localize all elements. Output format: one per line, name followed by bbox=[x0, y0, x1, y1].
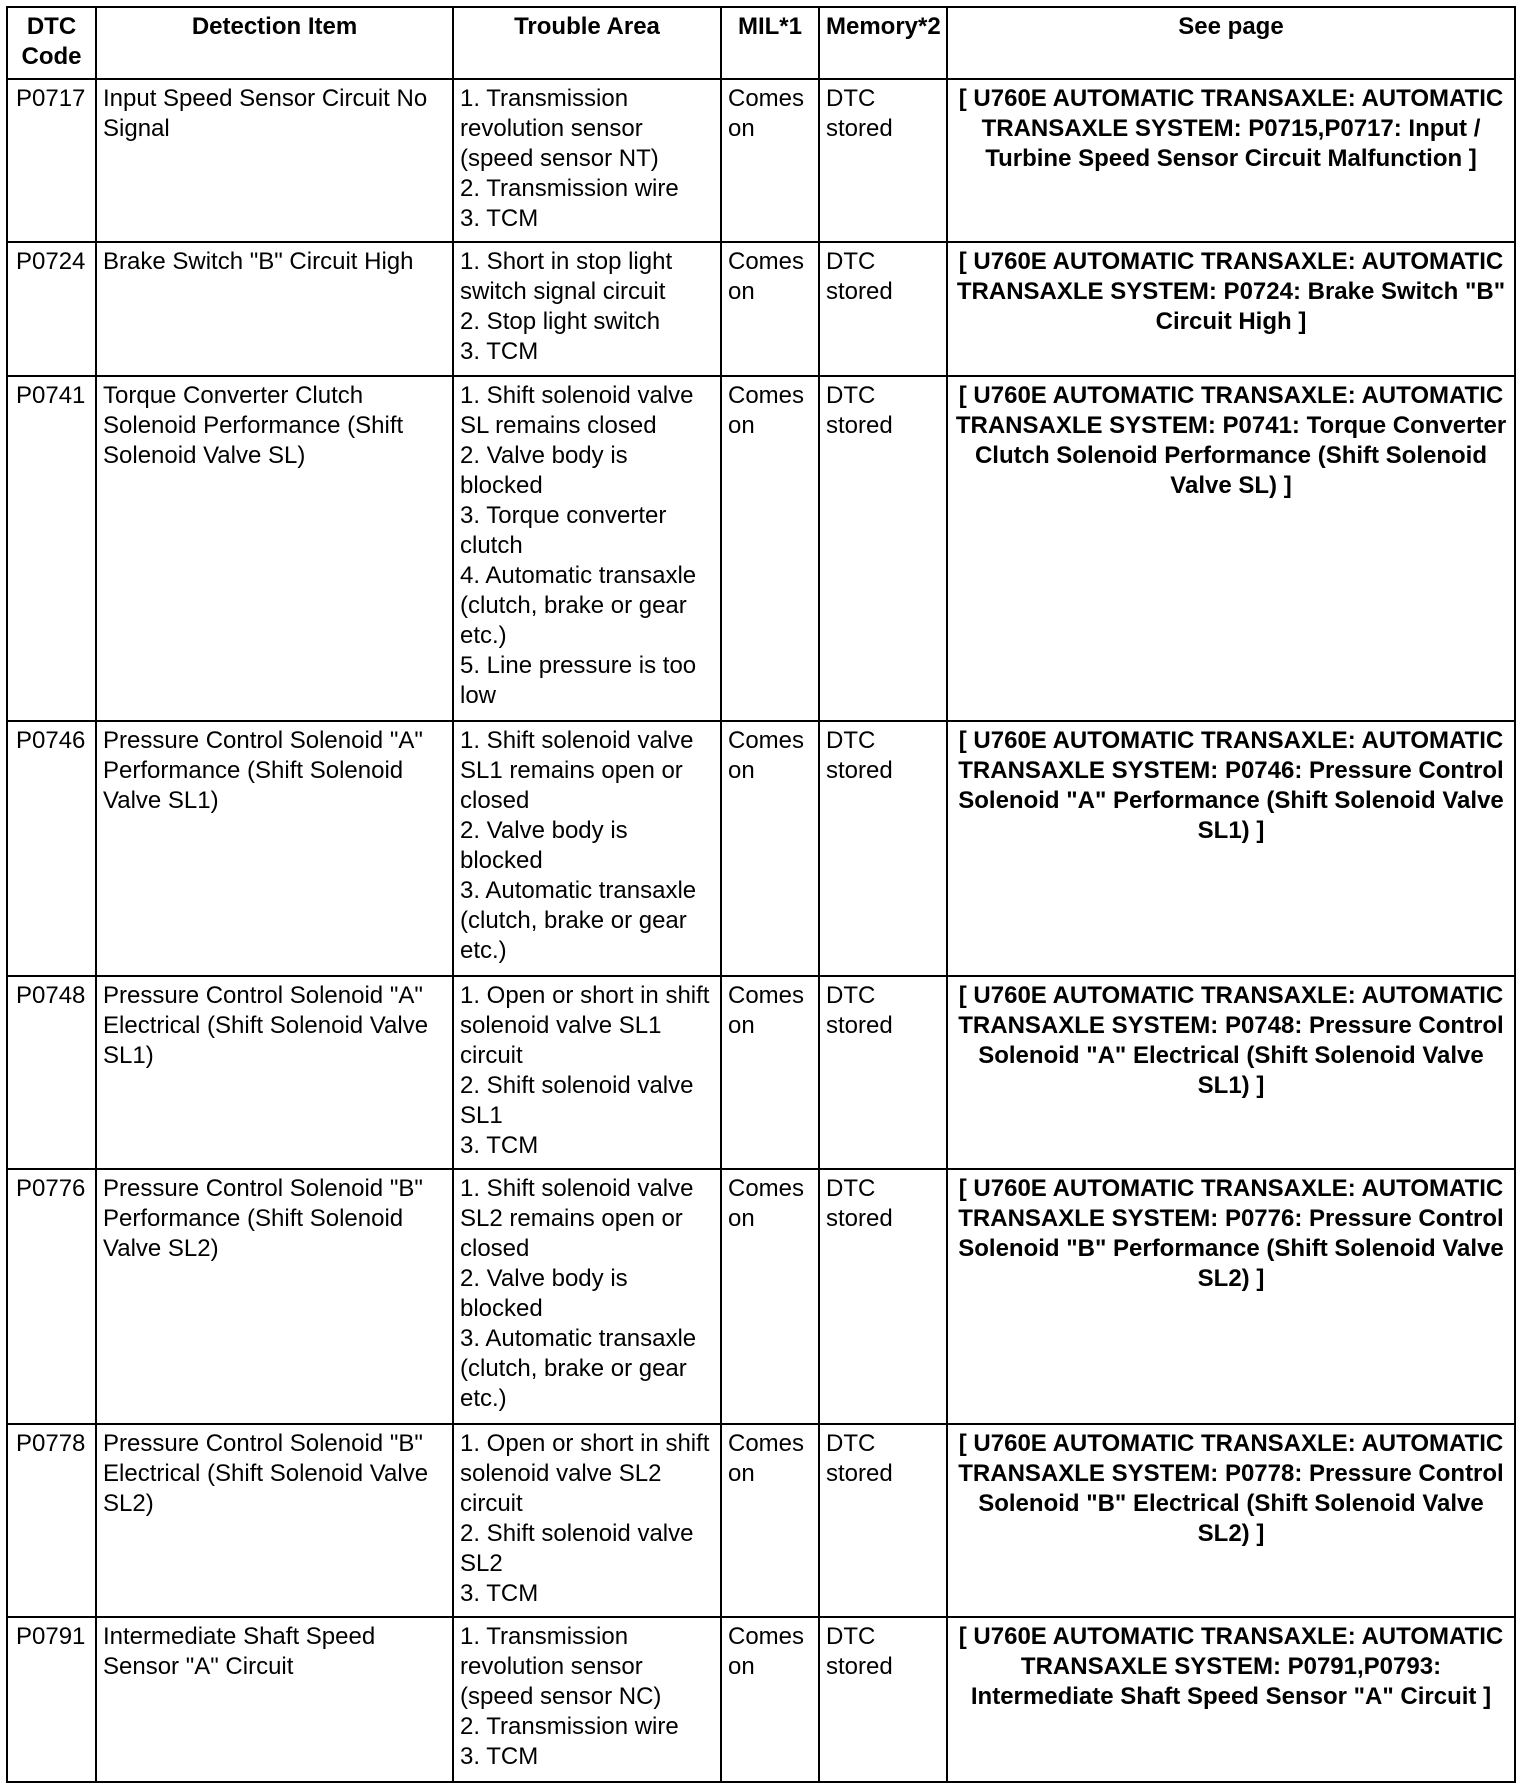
detection-item-cell: Pressure Control Solenoid "B" Performance (Shift Solenoid Valve SL2) bbox=[96, 1169, 453, 1424]
detection-item-cell: Pressure Control Solenoid "A" Performance (Shift Solenoid Valve SL1) bbox=[96, 721, 453, 976]
trouble-area-item: 2. Stop light switch bbox=[460, 308, 661, 335]
trouble-area-item: 2. Shift solenoid valve SL2 bbox=[460, 1520, 694, 1577]
dtc-code-cell: P0778 bbox=[7, 1424, 96, 1617]
table-row bbox=[7, 976, 1515, 1169]
header-trouble-area: Trouble Area bbox=[453, 7, 721, 79]
trouble-area-item: 1. Shift solenoid valve SL2 remains open or closed bbox=[460, 1175, 694, 1262]
see-page-link: [ U760E AUTOMATIC TRANSAXLE: AUTOMATIC TRANSAXLE SYSTEM: P0741: Torque Converter Clutch Solenoid Performance (Shift Solenoid Valve SL) ] bbox=[947, 376, 1515, 721]
see-page-link: [ U760E AUTOMATIC TRANSAXLE: AUTOMATIC TRANSAXLE SYSTEM: P0748: Pressure Control Solenoid "A" Electrical (Shift Solenoid Valve SL1) ] bbox=[947, 976, 1515, 1169]
memory-cell: DTC stored bbox=[819, 376, 947, 721]
table-body bbox=[7, 79, 1515, 1782]
memory-cell: DTC stored bbox=[819, 1424, 947, 1617]
trouble-area-item: 2. Transmission wire bbox=[460, 175, 679, 202]
memory-cell: DTC stored bbox=[819, 1169, 947, 1424]
mil-cell: Comes on bbox=[721, 1169, 819, 1424]
table-row bbox=[7, 721, 1515, 976]
detection-item-cell: Intermediate Shaft Speed Sensor "A" Circuit bbox=[96, 1617, 453, 1782]
see-page-link: [ U760E AUTOMATIC TRANSAXLE: AUTOMATIC TRANSAXLE SYSTEM: P0776: Pressure Control Solenoid "B" Performance (Shift Solenoid Valve SL2) ] bbox=[947, 1169, 1515, 1424]
detection-item-cell: Pressure Control Solenoid "B" Electrical (Shift Solenoid Valve SL2) bbox=[96, 1424, 453, 1617]
trouble-area-item: 5. Line pressure is too low bbox=[460, 652, 697, 709]
memory-cell: DTC stored bbox=[819, 976, 947, 1169]
memory-cell: DTC stored bbox=[819, 242, 947, 376]
mil-cell: Comes on bbox=[721, 1424, 819, 1617]
trouble-area-item: 1. Open or short in shift solenoid valve SL2 circuit bbox=[460, 1430, 710, 1517]
dtc-code-cell: P0717 bbox=[7, 79, 96, 242]
trouble-area-cell bbox=[453, 79, 721, 242]
trouble-area-item: 1. Transmission revolution sensor (speed sensor NT) bbox=[460, 85, 659, 172]
trouble-area-cell bbox=[453, 1424, 721, 1617]
header-see-page: See page bbox=[947, 7, 1515, 79]
dtc-code-cell: P0748 bbox=[7, 976, 96, 1169]
mil-cell: Comes on bbox=[721, 79, 819, 242]
trouble-area-item: 1. Open or short in shift solenoid valve SL1 circuit bbox=[460, 982, 710, 1069]
trouble-area-item: 2. Valve body is blocked bbox=[460, 442, 628, 499]
trouble-area-item: 3. Automatic transaxle (clutch, brake or gear etc.) bbox=[460, 1325, 697, 1412]
trouble-area-item: 3. Torque converter clutch bbox=[460, 502, 667, 559]
trouble-area-cell bbox=[453, 976, 721, 1169]
trouble-area-item: 2. Transmission wire bbox=[460, 1713, 679, 1740]
memory-cell: DTC stored bbox=[819, 79, 947, 242]
header-row bbox=[7, 7, 1515, 79]
detection-item-cell: Input Speed Sensor Circuit No Signal bbox=[96, 79, 453, 242]
trouble-area-cell bbox=[453, 1617, 721, 1782]
see-page-link: [ U760E AUTOMATIC TRANSAXLE: AUTOMATIC TRANSAXLE SYSTEM: P0724: Brake Switch "B" Circuit High ] bbox=[947, 242, 1515, 376]
dtc-code-cell: P0791 bbox=[7, 1617, 96, 1782]
trouble-area-item: 2. Shift solenoid valve SL1 bbox=[460, 1072, 694, 1129]
header-dtc-code: DTC Code bbox=[7, 7, 96, 79]
trouble-area-item: 4. Automatic transaxle (clutch, brake or gear etc.) bbox=[460, 562, 697, 649]
mil-cell: Comes on bbox=[721, 376, 819, 721]
detection-item-cell: Pressure Control Solenoid "A" Electrical (Shift Solenoid Valve SL1) bbox=[96, 976, 453, 1169]
see-page-link: [ U760E AUTOMATIC TRANSAXLE: AUTOMATIC TRANSAXLE SYSTEM: P0778: Pressure Control Solenoid "B" Electrical (Shift Solenoid Valve SL2) ] bbox=[947, 1424, 1515, 1617]
detection-item-cell: Torque Converter Clutch Solenoid Performance (Shift Solenoid Valve SL) bbox=[96, 376, 453, 721]
table-row bbox=[7, 376, 1515, 721]
dtc-code-cell: P0746 bbox=[7, 721, 96, 976]
trouble-area-item: 1. Transmission revolution sensor (speed sensor NC) bbox=[460, 1623, 662, 1710]
see-page-link: [ U760E AUTOMATIC TRANSAXLE: AUTOMATIC TRANSAXLE SYSTEM: P0791,P0793: Intermediate Shaft Speed Sensor "A" Circuit ] bbox=[947, 1617, 1515, 1782]
trouble-area-cell bbox=[453, 1169, 721, 1424]
header-memory: Memory*2 bbox=[819, 7, 947, 79]
mil-cell: Comes on bbox=[721, 976, 819, 1169]
header-mil: MIL*1 bbox=[721, 7, 819, 79]
table-row bbox=[7, 242, 1515, 376]
detection-item-cell: Brake Switch "B" Circuit High bbox=[96, 242, 453, 376]
trouble-area-item: 3. Automatic transaxle (clutch, brake or gear etc.) bbox=[460, 877, 697, 964]
table-row bbox=[7, 1424, 1515, 1617]
memory-cell: DTC stored bbox=[819, 721, 947, 976]
dtc-code-cell: P0724 bbox=[7, 242, 96, 376]
trouble-area-item: 3. TCM bbox=[460, 1132, 539, 1159]
trouble-area-item: 3. TCM bbox=[460, 338, 539, 365]
see-page-link: [ U760E AUTOMATIC TRANSAXLE: AUTOMATIC TRANSAXLE SYSTEM: P0715,P0717: Input / Turbine Speed Sensor Circuit Malfunction ] bbox=[947, 79, 1515, 242]
dtc-code-cell: P0776 bbox=[7, 1169, 96, 1424]
mil-cell: Comes on bbox=[721, 1617, 819, 1782]
table-row bbox=[7, 79, 1515, 242]
trouble-area-item: 1. Short in stop light switch signal circuit bbox=[460, 248, 673, 305]
mil-cell: Comes on bbox=[721, 721, 819, 976]
dtc-code-cell: P0741 bbox=[7, 376, 96, 721]
mil-cell: Comes on bbox=[721, 242, 819, 376]
table-row bbox=[7, 1169, 1515, 1424]
header-detection-item: Detection Item bbox=[96, 7, 453, 79]
trouble-area-item: 3. TCM bbox=[460, 205, 539, 232]
dtc-table bbox=[6, 6, 1516, 1783]
trouble-area-item: 1. Shift solenoid valve SL1 remains open or closed bbox=[460, 727, 694, 814]
trouble-area-item: 2. Valve body is blocked bbox=[460, 1265, 628, 1322]
trouble-area-cell bbox=[453, 721, 721, 976]
trouble-area-item: 3. TCM bbox=[460, 1743, 539, 1770]
trouble-area-cell bbox=[453, 242, 721, 376]
trouble-area-item: 2. Valve body is blocked bbox=[460, 817, 628, 874]
trouble-area-item: 1. Shift solenoid valve SL remains closed bbox=[460, 382, 694, 439]
memory-cell: DTC stored bbox=[819, 1617, 947, 1782]
trouble-area-item: 3. TCM bbox=[460, 1580, 539, 1607]
table-row bbox=[7, 1617, 1515, 1782]
trouble-area-cell bbox=[453, 376, 721, 721]
see-page-link: [ U760E AUTOMATIC TRANSAXLE: AUTOMATIC TRANSAXLE SYSTEM: P0746: Pressure Control Solenoid "A" Performance (Shift Solenoid Valve SL1) ] bbox=[947, 721, 1515, 976]
